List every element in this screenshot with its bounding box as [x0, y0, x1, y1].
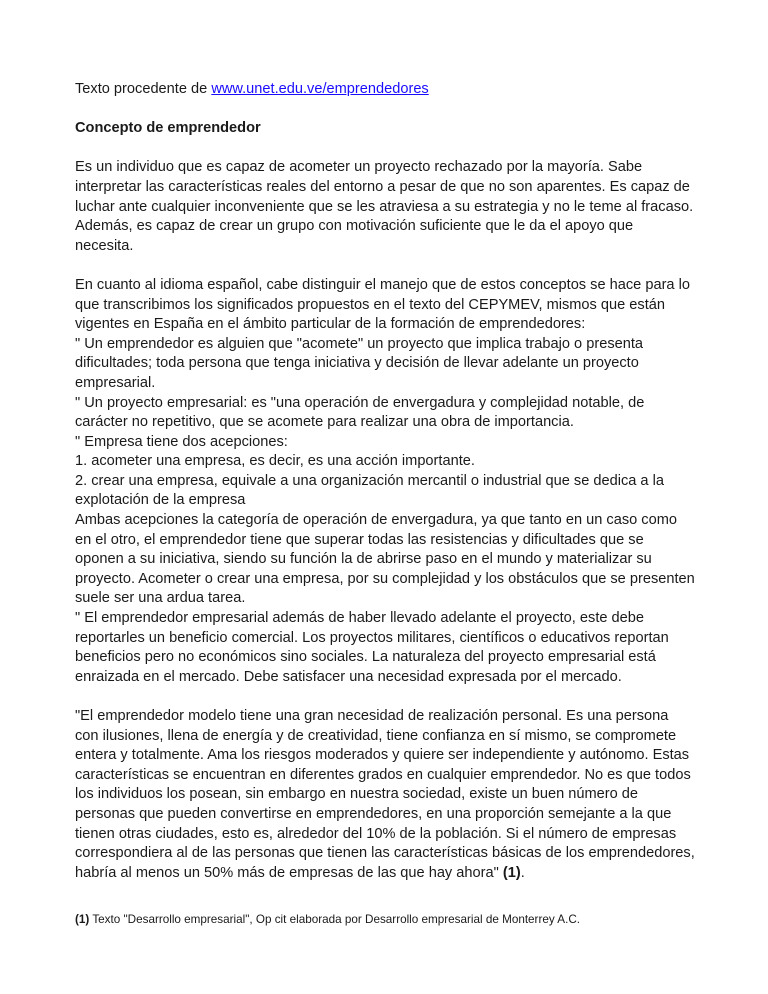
- paragraph-modelo: [75, 707, 695, 883]
- source-line: [75, 80, 695, 100]
- modelo-text: "El emprendedor modelo tiene una gran necesidad de realización personal. Es una persona con ilusiones, llena de energía y de creatividad, tiene confianza en sí mismo, se compromete entera y totalmente. Ama los riesgos moderados y quiere ser independiente y autónomo. Estas características se encuentran en diferentes grados en cualquier emprendedor. No es que todos los individuos los posean, sin embargo en nuestra sociedad, existe un buen número de personas que pueden convertirse en emprendedores, en una proporción semejante a la que tienen otras ciudades, esto es, alrededor del 10% de la población. Si el número de empresas correspondiera al de las personas que tienen las características básicas de los emprendedores, habría al menos un 50% más de empresas de las que hay ahora": [75, 708, 695, 881]
- paragraph-ambas: Ambas acepciones la categoría de operación de envergadura, ya que tanto en un caso como en el otro, el emprendedor tiene que superar todas las resistencias y dificultades que se oponen a su iniciativa, siendo su función la de abrirse paso en el mundo y materializar su proyecto. Acometer o crear una empresa, por su complejidad y los obstáculos que se presenten suele ser una ardua tarea.: [75, 512, 695, 607]
- section-heading: Concepto de emprendedor: [75, 120, 261, 137]
- source-prefix: Texto procedente de: [75, 81, 212, 97]
- paragraph-intro: Es un individuo que es capaz de acometer un proyecto rechazado por la mayoría. Sabe interpretar las características reales del entorno a pesar de que no son aparentes. Es capaz de luchar ante cualquier inconveniente que se les atraviesa a su estrategia y no le teme al fracaso. Además, es capaz de crear un grupo con motivación suficiente que le da el apoyo que necesita.: [75, 159, 694, 254]
- paragraph-empresarial: " El emprendedor empresarial además de haber llevado adelante el proyecto, este debe reportarles un beneficio comercial. Los proyectos militares, científicos o educativos reportan beneficios pero no económicos sino sociales. La naturaleza del proyecto empresarial está enraizada en el mercado. Debe satisfacer una necesidad expresada por el mercado.: [75, 610, 669, 685]
- modelo-end: .: [520, 864, 525, 881]
- document-page: [75, 80, 695, 928]
- paragraph-idioma: En cuanto al idioma español, cabe distinguir el manejo que de estos conceptos se hace para lo que transcribimos los significados propuestos en el texto del CEPYMEV, mismos que están vigentes en España en el ámbito particular de la formación de emprendedores:: [75, 276, 690, 333]
- source-link[interactable]: www.unet.edu.ve/emprendedores: [211, 81, 429, 97]
- footnote: [75, 912, 695, 928]
- footnote-text: Texto "Desarrollo empresarial", Op cit elaborada por Desarrollo empresarial de Monterrey A.C.: [89, 913, 581, 927]
- acepcion-1: 1. acometer una empresa, es decir, es una acción importante.: [75, 453, 475, 470]
- definition-emprendedor: " Un emprendedor es alguien que "acomete" un proyecto que implica trabajo o presenta dificultades; toda persona que tenga iniciativa y decisión de llevar adelante un proyecto empresarial.: [75, 335, 644, 391]
- definition-proyecto: " Un proyecto empresarial: es "una operación de envergadura y complejidad notable, de carácter no repetitivo, que se acomete para realizar una obra de importancia.: [75, 394, 645, 431]
- footnote-marker: (1): [75, 913, 90, 927]
- citation-ref: (1): [502, 864, 521, 881]
- acepcion-2: 2. crear una empresa, equivale a una organización mercantil o industrial que se dedica a la explotación de la empresa: [75, 472, 664, 509]
- definition-empresa: " Empresa tiene dos acepciones:: [75, 433, 288, 450]
